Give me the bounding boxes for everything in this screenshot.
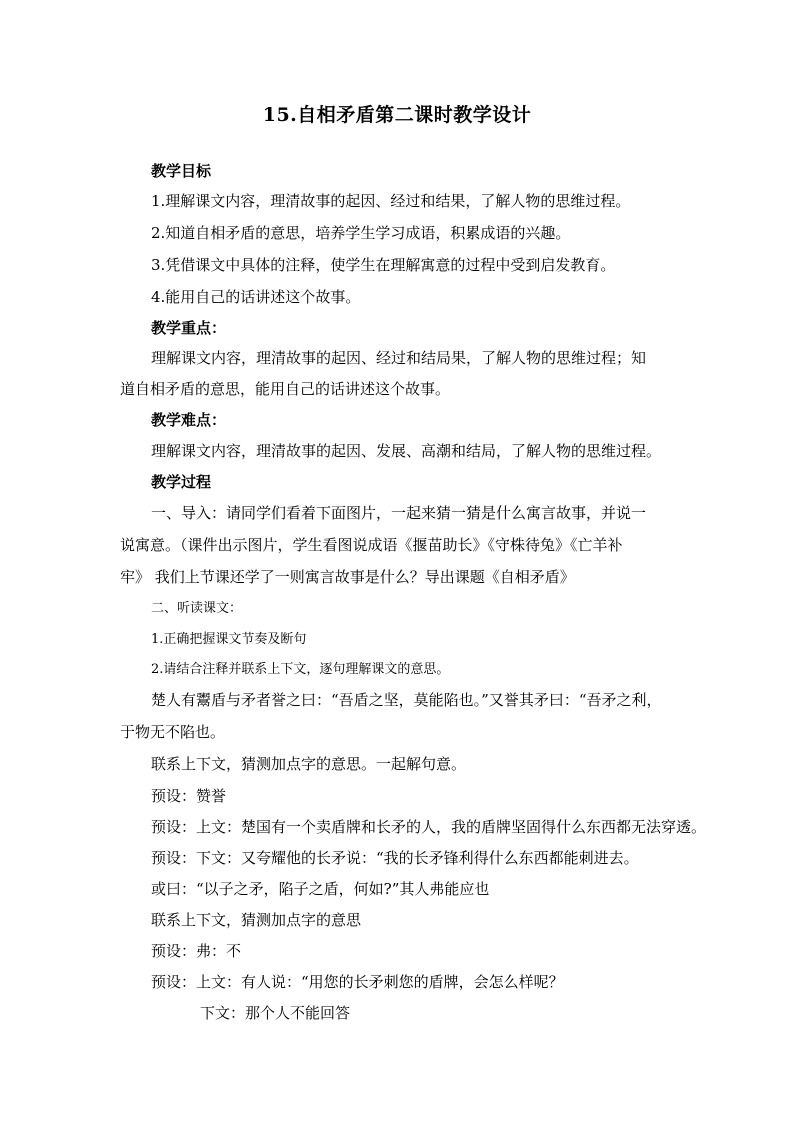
- paragraph-line: 说寓意。（课件出示图片，学生看图说成语《揠苗助长》《守株待兔》《亡羊补: [120, 536, 623, 554]
- paragraph-line: 联系上下文，猜测加点字的意思: [151, 911, 362, 929]
- heading-difficulties: 教学难点：: [151, 411, 227, 429]
- paragraph-line: 或曰：“以子之矛，陷子之盾，何如?”其人弗能应也: [151, 880, 490, 898]
- paragraph-line: 预设：下文：又夸耀他的长矛说：“我的长矛锋利得什么东西都能刺进去。: [151, 849, 639, 867]
- goal-item: 2.知道自相矛盾的意思，培养学生学习成语，积累成语的兴趣。: [151, 224, 571, 242]
- paragraph-line: 预设：上文：楚国有一个卖盾牌和长矛的人，我的盾牌坚固得什么东西都无法穿透。: [151, 818, 707, 836]
- document-title: 15.自相矛盾第二课时教学设计: [262, 104, 532, 126]
- paragraph-line: 楚人有鬻盾与矛者誉之曰：“吾盾之坚，莫能陷也。”又誉其矛曰：“吾矛之利，: [151, 691, 662, 709]
- heading-teaching-process: 教学过程: [151, 473, 212, 491]
- heading-key-points: 教学重点：: [151, 319, 227, 337]
- paragraph-line: 预设：弗：不: [151, 942, 242, 960]
- paragraph-line: 理解课文内容，理清故事的起因、经过和结局果，了解人物的思维过程；知: [151, 349, 647, 367]
- paragraph-line: 下文：那个人不能回答: [200, 1004, 351, 1022]
- list-item: 2.请结合注释并联系上下文，逐句理解课文的意思。: [151, 662, 450, 677]
- heading-teaching-goals: 教学目标: [151, 162, 212, 180]
- paragraph-line: 预设：上文：有人说：“用您的长矛刺您的盾牌，会怎么样呢？: [151, 973, 564, 991]
- goal-item: 3.凭借课文中具体的注释，使学生在理解寓意的过程中受到启发教育。: [151, 256, 616, 274]
- paragraph-line: 联系上下文，猜测加点字的意思。一起解句意。: [151, 755, 467, 773]
- paragraph-line: 理解课文内容，理清故事的起因、发展、高潮和结局，了解人物的思维过程。: [151, 442, 662, 460]
- goal-item: 1.理解课文内容，理清故事的起因、经过和结果，了解人物的思维过程。: [151, 192, 631, 210]
- goal-item: 4.能用自己的话讲述这个故事。: [151, 288, 361, 306]
- section-heading: 二、听读课文：: [151, 601, 243, 616]
- paragraph-line: 预设：赞誉: [151, 787, 227, 805]
- paragraph-line: 于物无不陷也。: [120, 723, 226, 741]
- paragraph-line: 一、导入：请同学们看着下面图片，一起来猜一猜是什么寓言故事，并说一: [151, 504, 647, 522]
- list-item: 1.正确把握课文节奏及断句: [151, 632, 307, 647]
- paragraph-line: 道自相矛盾的意思，能用自己的话讲述这个故事。: [120, 380, 451, 398]
- paragraph-line: 牢》 我们上节课还学了一则寓言故事是什么？导出课题《自相矛盾》: [120, 568, 575, 586]
